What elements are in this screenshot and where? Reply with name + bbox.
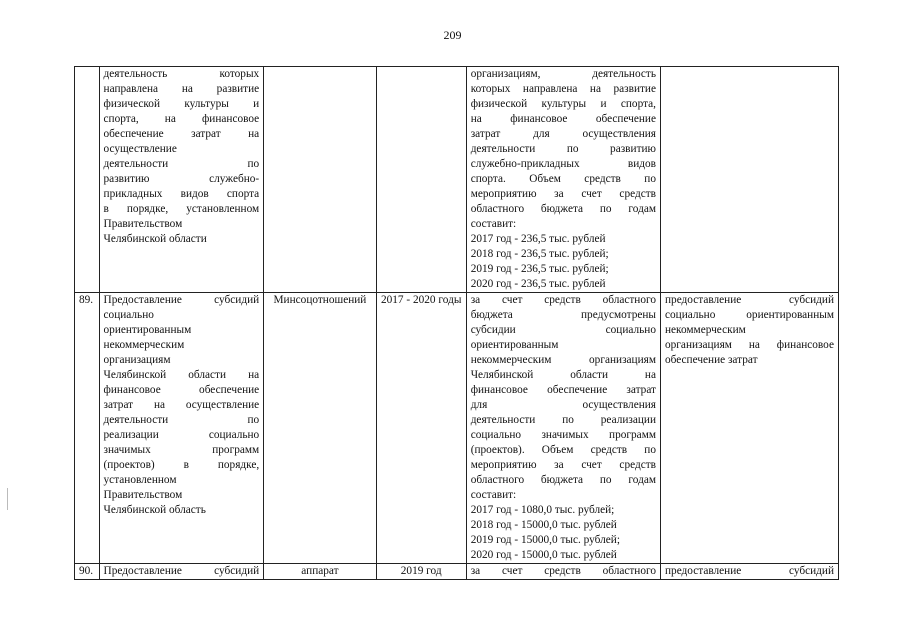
description [466,293,660,564]
row-number [75,67,100,293]
text-line: некоммерческим организациям [470,354,656,366]
text-line: предоставление субсидий [665,294,834,306]
text-line: (проектов) в порядке, [103,459,260,471]
term: 2017 - 2020 годы [376,293,466,564]
text-line: реализации социально [103,429,260,441]
text-line: осуществление [103,143,177,155]
measure-name [99,293,264,564]
text-line: обеспечение затрат на [103,128,260,140]
text-line: мероприятию за счет средств [470,188,656,200]
text-line: Предоставление субсидий [103,565,260,577]
text-line: некоммерческим [665,324,746,336]
text-line: 2017 год - 236,5 тыс. рублей [470,233,606,245]
text-line: Челябинской области на [103,369,260,381]
text-line: 2019 год - 15000,0 тыс. рублей; [470,534,620,546]
text-line: некоммерческим [103,339,185,351]
table-row [75,67,839,293]
text-line: субсидии социально [470,324,656,336]
text-line: областного бюджета по годам [470,203,656,215]
description [466,564,660,580]
text-line: Челябинской области на [470,369,656,381]
text-line: 2018 год - 236,5 тыс. рублей; [470,248,609,260]
text-line: Челябинской области [103,233,207,245]
description [466,67,660,293]
measure-name [99,564,264,580]
text-line: деятельности по развитию [470,143,656,155]
text-line: 2020 год - 15000,0 тыс. рублей [470,549,617,561]
text-line: служебно-прикладных видов [470,158,656,170]
page-number: 209 [443,28,462,42]
text-line: организациям [103,354,171,366]
text-line: за счет средств областного [470,565,656,577]
measure-name [99,67,264,293]
text-line: деятельность которых [103,68,260,80]
executor [264,67,377,293]
expected-result [661,564,839,580]
text-line: прикладных видов спорта [103,188,260,200]
text-line: 2018 год - 15000,0 тыс. рублей [470,519,617,531]
measures-table [74,66,839,580]
executor: Минсоцотношений [264,293,377,564]
text-line: составит: [470,218,517,230]
text-line: деятельности по реализации [470,414,656,426]
expected-result [661,67,839,293]
text-line: социально [103,309,154,321]
table-row [75,564,839,580]
row-number: 90. [75,564,100,580]
text-line: Предоставление субсидий [103,294,260,306]
text-line: в порядке, установленном [103,203,260,215]
text-line: затрат для осуществления [470,128,656,140]
text-line: значимых программ [103,444,260,456]
text-line: затрат на осуществление [103,399,260,411]
text-line: развитию служебно- [103,173,260,185]
text-line: физической культуры и [103,98,260,110]
term [376,67,466,293]
text-line: социально ориентированным [665,309,834,321]
text-line: организациям на финансовое [665,339,834,351]
text-line: физической культуры и спорта, [470,98,656,110]
text-line: установленном [103,474,177,486]
text-line: бюджета предусмотрены [470,309,656,321]
term: 2019 год [376,564,466,580]
text-line: для осуществления [470,399,656,411]
text-line: спорта, на финансовое [103,113,260,125]
text-line: областного бюджета по годам [470,474,656,486]
text-line: 2019 год - 236,5 тыс. рублей; [470,263,609,275]
text-line: финансовое обеспечение затрат [470,384,656,396]
text-line: финансовое обеспечение [103,384,260,396]
text-line: организациям, деятельность [470,68,656,80]
text-line: составит: [470,489,517,501]
text-line: мероприятию за счет средств [470,459,656,471]
text-line: которых направлена на развитие [470,83,656,95]
text-line: на финансовое обеспечение [470,113,656,125]
text-line: деятельности по [103,414,260,426]
text-line: ориентированным [470,339,559,351]
text-line: 2017 год - 1080,0 тыс. рублей; [470,504,615,516]
text-line: ориентированным [103,324,192,336]
text-line: спорта. Объем средств по [470,173,656,185]
text-line: направлена на развитие [103,83,260,95]
text-line: 2020 год - 236,5 тыс. рублей [470,278,606,290]
text-line: социально значимых программ [470,429,656,441]
text-line: (проектов). Объем средств по [470,444,656,456]
expected-result [661,293,839,564]
executor: аппарат [264,564,377,580]
row-number: 89. [75,293,100,564]
text-line: обеспечение затрат [665,354,758,366]
text-line: предоставление субсидий [665,565,834,577]
text-line: Челябинской область [103,504,206,516]
text-line: Правительством [103,218,183,230]
table-row [75,293,839,564]
text-line: деятельности по [103,158,260,170]
text-line: Правительством [103,489,183,501]
text-line: за счет средств областного [470,294,656,306]
margin-mark [7,488,8,510]
